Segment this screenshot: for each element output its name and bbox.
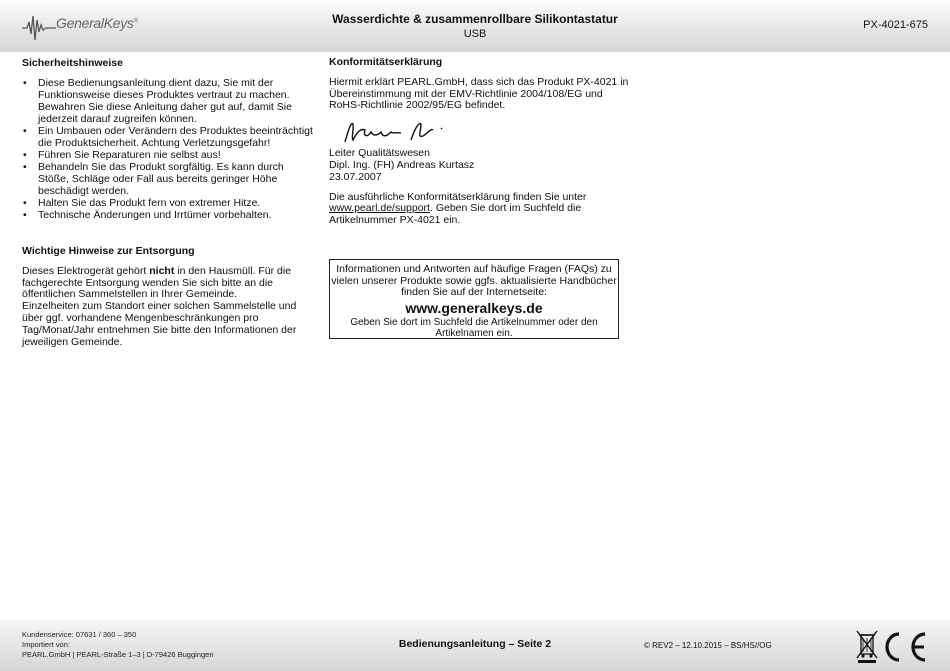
- generalkeys-logo-icon: [22, 10, 138, 44]
- list-item: • Diese Bedienungsanleitung dient dazu, Sie mit der Funktionsweise dieses Produktes vertraut zu machen. Bewahren Sie diese Anleitung daher gut auf, damit Sie jederzeit darauf zugreifen können.: [22, 77, 315, 125]
- conformity-heading: Konformitätserklärung: [329, 56, 443, 68]
- page-number: Bedienungsanleitung – Seite 2: [398, 638, 552, 650]
- support-link[interactable]: www.pearl.de/support: [329, 202, 430, 215]
- conformity-section: [329, 57, 629, 227]
- customer-service: Kundenservice: 07631 / 360 – 350: [22, 630, 137, 639]
- document-title: Wasserdichte & zusammenrollbare Silikontastatur: [332, 12, 618, 26]
- signer-role: Leiter Qualitätswesen: [329, 147, 430, 160]
- footer-contact: [22, 630, 214, 660]
- faq-box: [329, 259, 619, 339]
- document-title-block: [300, 12, 650, 40]
- faq-hint: Geben Sie dort im Suchfeld die Artikelnummer oder den Artikelnamen ein.: [350, 316, 598, 339]
- importer-address: PEARL.GmbH | PEARL-Straße 1–3 | D-79426 Buggingen: [22, 650, 214, 659]
- signature-image: [341, 118, 451, 146]
- signer-name: Dipl. Ing. (FH) Andreas Kurtasz: [329, 158, 475, 171]
- safety-list: [22, 77, 315, 221]
- list-item: • Ein Umbauen oder Verändern des Produktes beeinträchtigt die Produktsicherheit. Achtung Verletzungsgefahr!: [22, 125, 315, 149]
- revision-info: © REV2 – 12.10.2015 – BS/HS//OG: [644, 641, 772, 650]
- importer-label: Importiert von:: [22, 640, 70, 649]
- faq-url[interactable]: www.generalkeys.de: [405, 299, 543, 316]
- safety-heading: Sicherheitshinweise: [22, 57, 123, 69]
- page-header: [0, 0, 950, 52]
- disposal-heading: Wichtige Hinweise zur Entsorgung: [22, 245, 195, 257]
- disposal-text: Dieses Elektrogerät gehört nicht in den Hausmüll. Für die fachgerechte Entsorgung wenden Sie sich bitte an die öffentlichen Sammelstellen in Ihrer Gemeinde. Einzelheiten zum Standort einer solchen Sammelstelle und über ggf. vorhandene Mengenbeschränkungen pro Tag/Monat/Jahr entnehmen Sie bitte den Informationen der jeweiligen Gemeinde.: [22, 264, 297, 348]
- conformity-statement: Hiermit erklärt PEARL.GmbH, dass sich das Produkt PX-4021 in Übereinstimmung mit der EMV-Richtlinie 2004/108/EG und RoHS-Richtlinie 2002/95/EG befindet.: [329, 75, 629, 112]
- list-item: • Halten Sie das Produkt fern von extremer Hitze.: [22, 197, 315, 209]
- list-item: • Führen Sie Reparaturen nie selbst aus!: [22, 149, 315, 161]
- compliance-marks: [856, 630, 928, 664]
- product-code: PX-4021-675: [863, 19, 928, 31]
- conformity-details: Die ausführliche Konformitätserklärung finden Sie unter www.pearl.de/support. Geben Sie dort im Suchfeld die Artikelnummer PX-4021 ein.: [329, 190, 587, 227]
- crossed-bin-icon: [857, 631, 877, 663]
- signature-date: 23.07.2007: [329, 170, 382, 183]
- list-item: • Behandeln Sie das Produkt sorgfältig. Es kann durch Stöße, Schläge oder Fall aus bereits geringer Höhe beschädigt werden.: [22, 161, 315, 197]
- document-subtitle: USB: [463, 28, 487, 40]
- page-footer: [0, 620, 950, 671]
- ce-mark-icon: [887, 634, 925, 660]
- safety-section: [22, 57, 315, 221]
- faq-text: Informationen und Antworten auf häufige Fragen (FAQs) zu vielen unserer Produkte sowie ggfs. aktualisierte Handbücher finden Sie auf der Internetseite:: [331, 263, 617, 298]
- logo-text: GeneralKeys®: [56, 15, 138, 31]
- list-item: • Technische Änderungen und Irrtümer vorbehalten.: [22, 209, 315, 221]
- waveform-icon: [22, 10, 56, 44]
- disposal-section: [22, 246, 315, 348]
